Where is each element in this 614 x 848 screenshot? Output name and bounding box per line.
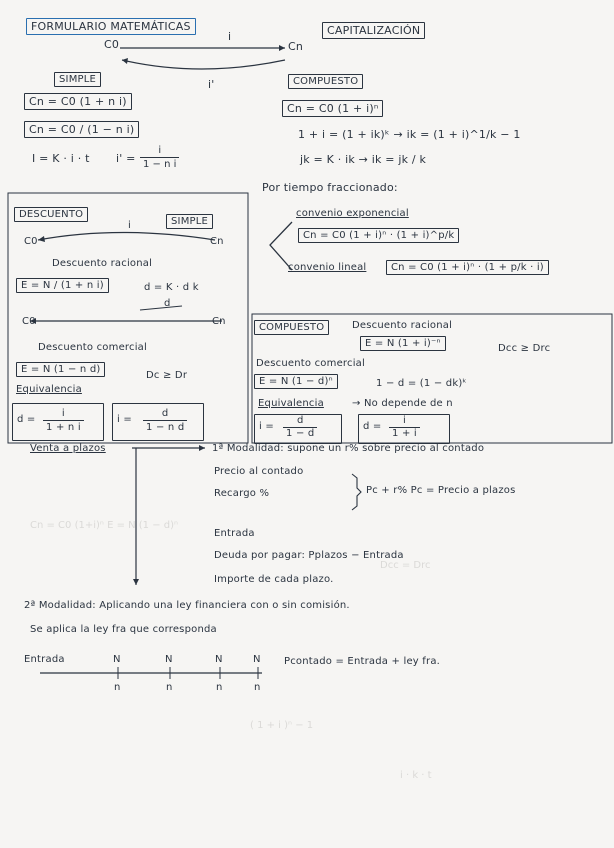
equiv1-num: i bbox=[43, 407, 84, 421]
comp-equiv-box-2 bbox=[358, 414, 450, 444]
descuento2-left-c0: C0 bbox=[22, 316, 36, 327]
descuento-label: DESCUENTO bbox=[14, 207, 88, 222]
venta-modalidad-2: 2ª Modalidad: Aplicando una ley financiera con o sin comisión. bbox=[24, 600, 350, 611]
timeline-N-2: N bbox=[165, 654, 173, 665]
descuento-comp-relacion: 1 − d = (1 − dk)ᵏ bbox=[376, 378, 467, 389]
comp-equiv1-den: 1 − d bbox=[286, 428, 315, 439]
timeline-N-4: N bbox=[253, 654, 261, 665]
descuento-simple-label: SIMPLE bbox=[166, 214, 213, 229]
equiv-box-1 bbox=[12, 403, 104, 441]
comp-equiv2-fraction bbox=[389, 415, 420, 440]
equiv2-num: d bbox=[143, 407, 187, 421]
descuento-comp-racional-formula: E = N (1 + i)⁻ⁿ bbox=[360, 336, 446, 351]
descuento-left-c0: C0 bbox=[24, 236, 38, 247]
venta-plazos-label: Venta a plazos bbox=[30, 443, 106, 454]
capitalizacion-title: CAPITALIZACIÓN bbox=[322, 22, 425, 39]
convenio-exponencial-formula: Cn = C0 (1 + i)ⁿ · (1 + i)^p/k bbox=[298, 228, 459, 243]
descuento-rate: i bbox=[128, 220, 131, 231]
descuento-comercial-formula: E = N (1 − n d) bbox=[16, 362, 105, 377]
simple-formula-3: I = K · i · t bbox=[32, 152, 90, 165]
notes-page: Cn = C0 (1+i)ⁿ E = N (1 − d)ⁿ Dcc = Drc ( 1 + i )ⁿ − 1 i · k · t FORMULARIO MATEMÁTICAS CAPITALIZACIÓN C0 Cn i i' SIMPLE Cn = C0 (1 + n i) Cn = C0 / (1 − n i) I = K · i · t i' = $\frac{i}{\text{1 − n i}}$ COMPUESTO Cn = C0 (1 + i)ⁿ 1 + i = (1 + ik)ᵏ → ik = (1 + i)^1/k − 1 jk = K · ik → ik = jk / k Por tiempo fraccionado: convenio exponencial Cn = C0 (1 + i)ⁿ · (1 + i)^p/k convenio lineal Cn = C0 (1 + i)ⁿ · (1 + p/k · i) DESCUENTO SIMPLE C0 Cn i Descuento racional E = N / (1 + n i) d = K · d k d C0 Cn Descuento comercial E = N (1 − n d) Dc ≥ Dr Equivalencia d = $\frac{i}{\text{1 + n i}}$ i = $\frac{d}{\text{1 − n d}}$ COMPUESTO Descuento racional E = N (1 + i)⁻ⁿ Dcc ≥ Drc Descuento comercial E = N (1 − d)ⁿ 1 − d = (1 − dk)ᵏ Equivalencia → No depende de n i = $\frac{d}{1 - d}$ d = $\frac{i}{1 + i}$ Venta a plazos 1ª Modalidad: supone un r% sobre precio al contado Precio al contado Recargo % Pc + r% Pc = Precio a plazos Entrada Deuda por pagar: Pplazos − Entrada Importe de cada plazo. 2ª Modalidad: Aplicando una ley financiera con o sin comisión. Se aplica la ley fra que corresponda Entrada N N N N n n n n Pcontado = Entrada + ley fra. bbox=[0, 0, 614, 848]
venta-modalidad-2b: Se aplica la ley fra que corresponda bbox=[30, 624, 217, 635]
compuesto-formula-3: jk = K · ik → ik = jk / k bbox=[300, 153, 427, 166]
comp-equiv1-lhs: i = bbox=[259, 421, 274, 432]
page-title: FORMULARIO MATEMÁTICAS bbox=[26, 18, 196, 35]
venta-modalidad-1: 1ª Modalidad: supone un r% sobre precio al contado bbox=[212, 443, 485, 454]
descuento-equivalencia: Equivalencia bbox=[16, 384, 82, 395]
timeline-n-3: n bbox=[216, 682, 223, 693]
timeline-n-2: n bbox=[166, 682, 173, 693]
descuento-dk-formula: d = K · d k bbox=[144, 282, 199, 293]
equiv2-fraction bbox=[143, 407, 187, 434]
descuento-racional: Descuento racional bbox=[52, 258, 153, 269]
simple-fraction bbox=[140, 144, 179, 171]
timeline-rate2: i' bbox=[208, 78, 215, 91]
descuento-comp-equivalencia: Equivalencia bbox=[258, 398, 324, 409]
timeline-N-1: N bbox=[113, 654, 121, 665]
compuesto-formula-1: Cn = C0 (1 + i)ⁿ bbox=[282, 100, 383, 117]
descuento-comp-comercial-formula: E = N (1 − d)ⁿ bbox=[254, 374, 338, 389]
timeline-rate: i bbox=[228, 30, 232, 43]
descuento-dcc: Dcc ≥ Drc bbox=[498, 343, 551, 354]
compuesto-label: COMPUESTO bbox=[288, 74, 363, 89]
descuento-compuesto-label: COMPUESTO bbox=[254, 320, 329, 335]
comp-equiv1-num: d bbox=[283, 415, 317, 428]
timeline-N-3: N bbox=[215, 654, 223, 665]
equiv2-den: 1 − n d bbox=[146, 422, 185, 433]
comp-equiv-box-1 bbox=[254, 414, 342, 444]
timeline-entrada: Entrada bbox=[24, 654, 65, 665]
descuento2-right-cn: Cn bbox=[212, 316, 226, 327]
equiv-box-2 bbox=[112, 403, 204, 441]
simple-formula-2: Cn = C0 / (1 − n i) bbox=[24, 121, 139, 138]
comp-equiv2-lhs: d = bbox=[363, 421, 382, 432]
descuento-d-label: d bbox=[164, 298, 171, 309]
simple-frac-num: i bbox=[140, 144, 179, 158]
equiv1-fraction bbox=[43, 407, 84, 434]
compuesto-formula-2: 1 + i = (1 + ik)ᵏ → ik = (1 + i)^1/k − 1 bbox=[298, 128, 521, 141]
descuento-comp-comercial: Descuento comercial bbox=[256, 358, 365, 369]
venta-precio-contado: Precio al contado bbox=[214, 466, 304, 477]
simple-formula-1: Cn = C0 (1 + n i) bbox=[24, 93, 132, 110]
simple-frac-lhs: i' = bbox=[116, 152, 136, 165]
convenio-lineal: convenio lineal bbox=[288, 262, 367, 273]
descuento-dc: Dc ≥ Dr bbox=[146, 370, 188, 381]
venta-deuda: Deuda por pagar: Pplazos − Entrada bbox=[214, 550, 404, 561]
descuento-right-cn: Cn bbox=[210, 236, 224, 247]
timeline-left: C0 bbox=[104, 38, 120, 51]
descuento-comp-racional: Descuento racional bbox=[352, 320, 453, 331]
descuento-racional-formula: E = N / (1 + n i) bbox=[16, 278, 109, 293]
descuento-comercial: Descuento comercial bbox=[38, 342, 147, 353]
equiv1-lhs: d = bbox=[17, 414, 36, 425]
tiempo-fraccionado: Por tiempo fraccionado: bbox=[262, 181, 398, 194]
comp-equiv2-den: 1 + i bbox=[392, 428, 417, 439]
descuento-comp-nota: → No depende de n bbox=[352, 398, 453, 409]
timeline-right: Cn bbox=[288, 40, 304, 53]
venta-entrada: Entrada bbox=[214, 528, 255, 539]
timeline-n-4: n bbox=[254, 682, 261, 693]
equiv2-lhs: i = bbox=[117, 414, 132, 425]
timeline-note: Pcontado = Entrada + ley fra. bbox=[284, 656, 441, 667]
comp-equiv2-num: i bbox=[389, 415, 420, 428]
convenio-exponencial: convenio exponencial bbox=[296, 208, 409, 219]
venta-formula: Pc + r% Pc = Precio a plazos bbox=[366, 485, 516, 496]
comp-equiv1-fraction bbox=[283, 415, 317, 440]
venta-recargo: Recargo % bbox=[214, 488, 270, 499]
convenio-lineal-formula: Cn = C0 (1 + i)ⁿ · (1 + p/k · i) bbox=[386, 260, 549, 275]
simple-label: SIMPLE bbox=[54, 72, 101, 87]
venta-importe: Importe de cada plazo. bbox=[214, 574, 334, 585]
simple-frac-den: 1 − n i bbox=[143, 159, 177, 170]
equiv1-den: 1 + n i bbox=[46, 422, 81, 433]
timeline-n-1: n bbox=[114, 682, 121, 693]
